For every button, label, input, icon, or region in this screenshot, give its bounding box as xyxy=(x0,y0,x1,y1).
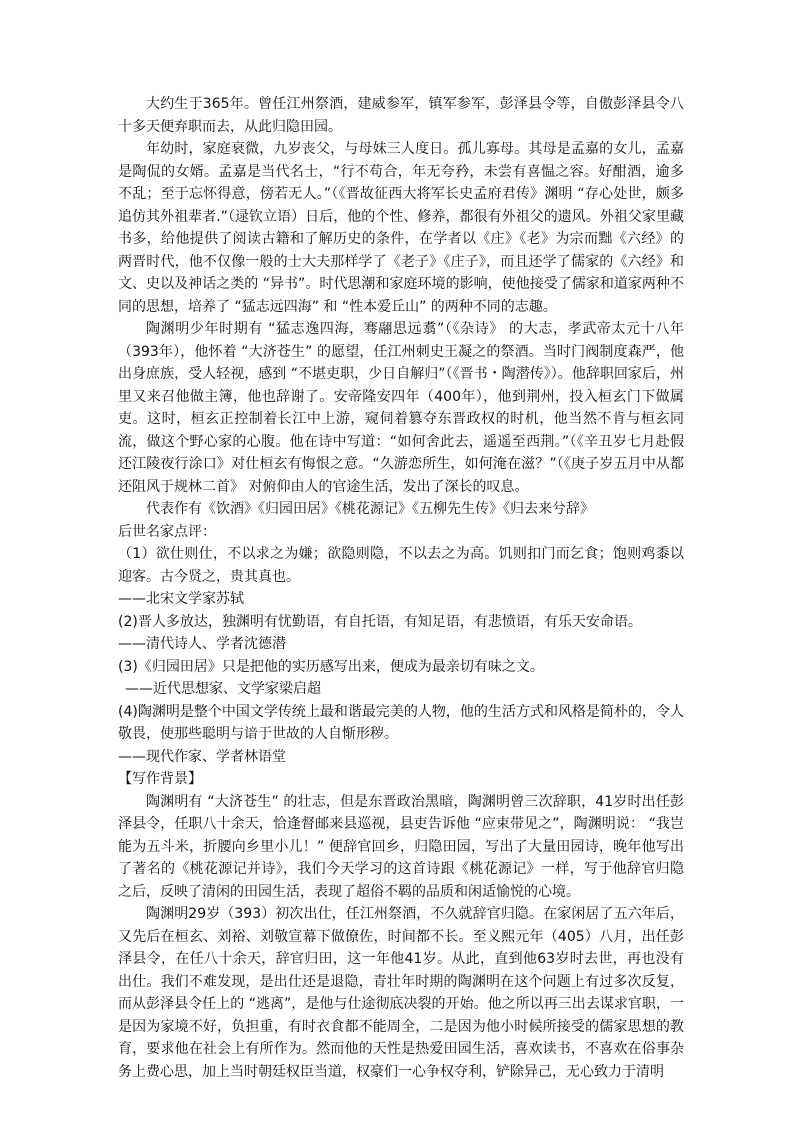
review-3-attribution: ——近代思想家、文学家梁启超 xyxy=(125,681,321,697)
critics-heading: 后世名家点评： xyxy=(118,523,216,540)
section-heading-background: 【写作背景】 xyxy=(118,771,202,787)
review-1-attribution: ——北宋文学家苏轼 xyxy=(118,591,244,607)
review-2: (2)晋人多放达，独渊明有忧勤语，有自托语，有知足语，有悲愤语，有乐天安命语。 xyxy=(118,613,642,630)
review-3: (3)《归园田居》只是把他的实历感写出来，便成为最亲切有味之文。 xyxy=(118,658,544,675)
paragraph-background-2: 陶渊明29岁（393）初次出仕，任江州祭酒，不久就辞官归隐。在家闲居了五六年后，又先后在桓玄、刘裕、刘敬宣幕下做僚佐，时间都不长。至义熙元年（405）八月，出任彭泽县令，在任八十余天，辞官归田，这一年他41岁。从此，直到他63岁时去世，再也没有出仕。我们不难发现，是出仕还是退隐，青壮年时期的陶渊明在这个问题上有过多次反复，而从彭泽县令任上的 “逃离”，是他与仕途彻底决裂的开始。他之所以再三出去谋求官职，一是因为家境不好，负担重，有时衣食都不能周全，二是因为他小时候所接受的儒家思想的教育，要求他在社会上有所作为。然而他的天性是热爱田园生活，喜欢读书，不喜欢在俗事杂务上费心思，加上当时朝廷权臣当道，权豪们一心争权夺利，铲除异己，无心致力于清明 xyxy=(118,906,684,1080)
paragraph-youth: 陶渊明少年时期有 “猛志逸四海，骞翮思远翥”（《杂诗》 的大志，孝武帝太元十八年（393年），他怀着 “大济苍生” 的愿望，任江州刺史王凝之的祭酒。当时门阀制度森严，他出身庶族，受人轻视，感到 “不堪吏职，少日自解归”（《晋书・陶潜传》）。他辞职回家后，州里又来召他做主簿，他也辞谢了。安帝隆安四年（400年），他到荆州，投入桓玄门下做属吏。这时，桓玄正控制着长江中上游，窥伺着篡夺东晋政权的时机，他当然不肯与桓玄同流，做这个野心家的心腹。他在诗中写道：“如何舍此去，遥遥至西荆。”（《辛丑岁七月赴假还江陵夜行涂口》对仕桓玄有悔恨之意。“久游恋所生，如何淹在滋？”（《庚子岁五月中从都还阻风于规林二首》 对俯仰由人的官途生活，发出了深长的叹息。 xyxy=(118,321,684,495)
review-4: (4)陶渊明是整个中国文学传统上最和谐最完美的人物，他的生活方式和风格是简朴的，令人敬畏，使那些聪明与谙于世故的人自惭形秽。 xyxy=(118,703,684,742)
document-page xyxy=(118,93,684,1083)
review-1: （1）欲仕则仕，不以求之为嫌；欲隐则隐，不以去之为高。饥则扣门而乞食；饱则鸡黍以迎客。古今贤之，贵其真也。 xyxy=(118,546,684,585)
paragraph-representative-works: 代表作有《饮酒》《归园田居》《桃花源记》《五柳先生传》《归去来兮辞》 xyxy=(146,501,594,517)
paragraph-childhood: 年幼时，家庭衰微，九岁丧父，与母妹三人度日。孤儿寡母。其母是孟嘉的女儿，孟嘉是陶侃的女婿。孟嘉是当代名士，“行不苟合，年无夸矜，未尝有喜愠之容。好酣酒，逾多不乱；至于忘怀得意，傍若无人。”（《晋故征西大将军长史孟府君传》渊明 “存心处世，颇多追仿其外祖辈者.”（逯钦立语）日后，他的个性、修养，都很有外祖父的遗风。外祖父家里藏书多，给他提供了阅读古籍和了解历史的条件，在学者以《庄》《老》为宗而黜《六经》的两晋时代，他不仅像一般的士大夫那样学了《老子》《庄子》，而且还学了儒家的《六经》和文、史以及神话之类的 “异书”。时代思潮和家庭环境的影响，使他接受了儒家和道家两种不同的思想，培养了 “猛志远四海” 和 “性本爱丘山” 的两种不同的志趣。 xyxy=(118,141,684,315)
paragraph-birth: 大约生于365年。曾任江州祭酒，建威参军，镇军参军，彭泽县令等，自傲彭泽县令八十多天便弃职而去，从此归隐田园。 xyxy=(118,96,684,135)
review-4-attribution: ——现代作家、学者林语堂 xyxy=(118,748,286,765)
review-2-attribution: ——清代诗人、学者沈德潜 xyxy=(118,636,286,652)
paragraph-background-1: 陶渊明有 “大济苍生” 的壮志，但是东晋政治黑暗，陶渊明曾三次辞职，41岁时出任彭泽县令，任职八十余天，恰逢督邮来县巡视，县吏告诉他 “应束带见之”，陶渊明说： “我岂能为五斗米，折腰向乡里小儿！” 便辞官回乡，归隐田园，写出了大量田园诗，晚年他写出了著名的《桃花源记并诗》，我们今天学习的这首诗跟《桃花源记》一样，写于他辞官归隐之后，反映了清闲的田园生活，表现了超俗不羁的品质和闲适愉悦的心境。 xyxy=(118,793,684,900)
